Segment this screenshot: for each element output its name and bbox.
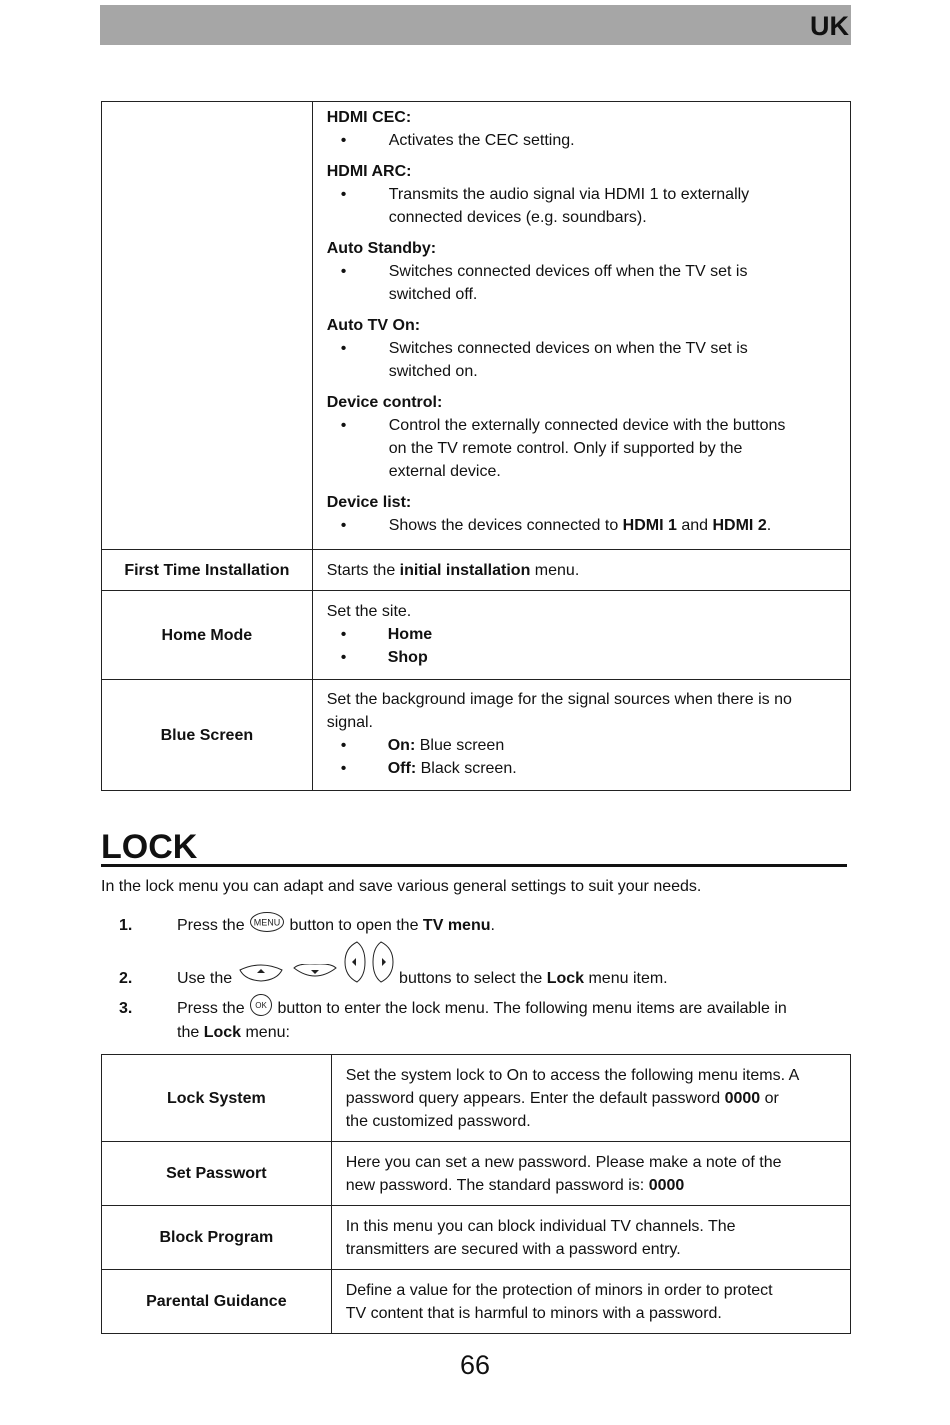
set-password-label: Set Passwort <box>102 1142 332 1206</box>
lock-section-title: LOCK <box>101 826 847 867</box>
list-item: • Transmits the audio signal via HDMI 1 to externally connected devices (e.g. soundbars). <box>327 183 840 229</box>
block-program-label: Block Program <box>102 1206 332 1270</box>
list-item: • Off: Black screen. <box>327 757 840 780</box>
list-item: • Switches connected devices off when the TV set is switched off. <box>327 260 840 306</box>
table-row <box>102 102 851 550</box>
list-item: • Shows the devices connected to HDMI 1 and HDMI 2. <box>327 514 840 537</box>
table-row <box>102 1206 851 1270</box>
empty-label-cell <box>102 102 313 550</box>
ok-button-icon <box>249 993 273 1017</box>
list-item: • Switches connected devices on when the TV set is switched on. <box>327 337 840 383</box>
device-list-title: Device list: <box>326 494 412 511</box>
table-row <box>102 550 851 591</box>
lock-settings-table <box>101 1054 851 1334</box>
svg-text:MENU: MENU <box>253 917 281 928</box>
list-item: • Shop <box>327 646 840 669</box>
up-button-icon <box>237 964 285 984</box>
block-program-desc: In this menu you can block individual TV channels. The transmitters are secured with a password entry. <box>331 1206 850 1270</box>
down-button-icon <box>291 964 339 984</box>
list-item: • Activates the CEC setting. <box>327 129 840 152</box>
language-code: UK <box>810 11 849 41</box>
page-number: 66 <box>459 1350 491 1380</box>
list-item: • Control the externally connected device with the buttons on the TV remote control. Only if supported by the external device. <box>327 414 840 483</box>
list-item: • Home <box>327 623 840 646</box>
left-button-icon <box>343 940 369 984</box>
auto-tv-on-title: Auto TV On: <box>326 317 421 334</box>
right-button-icon <box>369 940 395 984</box>
hdmi-cec-title: HDMI CEC: <box>326 109 412 126</box>
parental-guidance-desc: Define a value for the protection of minors in order to protect TV content that is harmful to minors with a password. <box>331 1270 850 1334</box>
table-row <box>102 1055 851 1142</box>
device-control-title: Device control: <box>326 394 443 411</box>
hdmi-settings-table <box>101 101 851 791</box>
first-time-installation-label: First Time Installation <box>102 550 313 591</box>
home-mode-desc: Set the site. • Home • Shop <box>312 591 850 680</box>
table-row <box>102 591 851 680</box>
svg-text:OK: OK <box>255 1001 267 1010</box>
parental-guidance-label: Parental Guidance <box>102 1270 332 1334</box>
home-mode-label: Home Mode <box>102 591 313 680</box>
menu-button-icon <box>249 911 285 933</box>
auto-standby-title: Auto Standby: <box>326 240 437 257</box>
set-password-desc: Here you can set a new password. Please make a note of the new password. The standard password is: 0000 <box>331 1142 850 1206</box>
header-bar <box>100 5 851 45</box>
blue-screen-label: Blue Screen <box>102 680 313 791</box>
hdmi-options-cell <box>312 102 850 550</box>
lock-system-desc: Set the system lock to On to access the following menu items. A password query appears. Enter the default password 0000 or the customized password. <box>331 1055 850 1142</box>
list-item: • On: Blue screen <box>327 734 840 757</box>
lock-intro: In the lock menu you can adapt and save various general settings to suit your needs. <box>101 878 702 895</box>
hdmi-arc-title: HDMI ARC: <box>326 163 412 180</box>
table-row <box>102 1142 851 1206</box>
blue-screen-desc: Set the background image for the signal sources when there is no signal. • On: Blue screen • Off: Black screen. <box>312 680 850 791</box>
first-time-installation-desc: Starts the initial installation menu. <box>312 550 850 591</box>
table-row <box>102 680 851 791</box>
table-row <box>102 1270 851 1334</box>
lock-system-label: Lock System <box>102 1055 332 1142</box>
